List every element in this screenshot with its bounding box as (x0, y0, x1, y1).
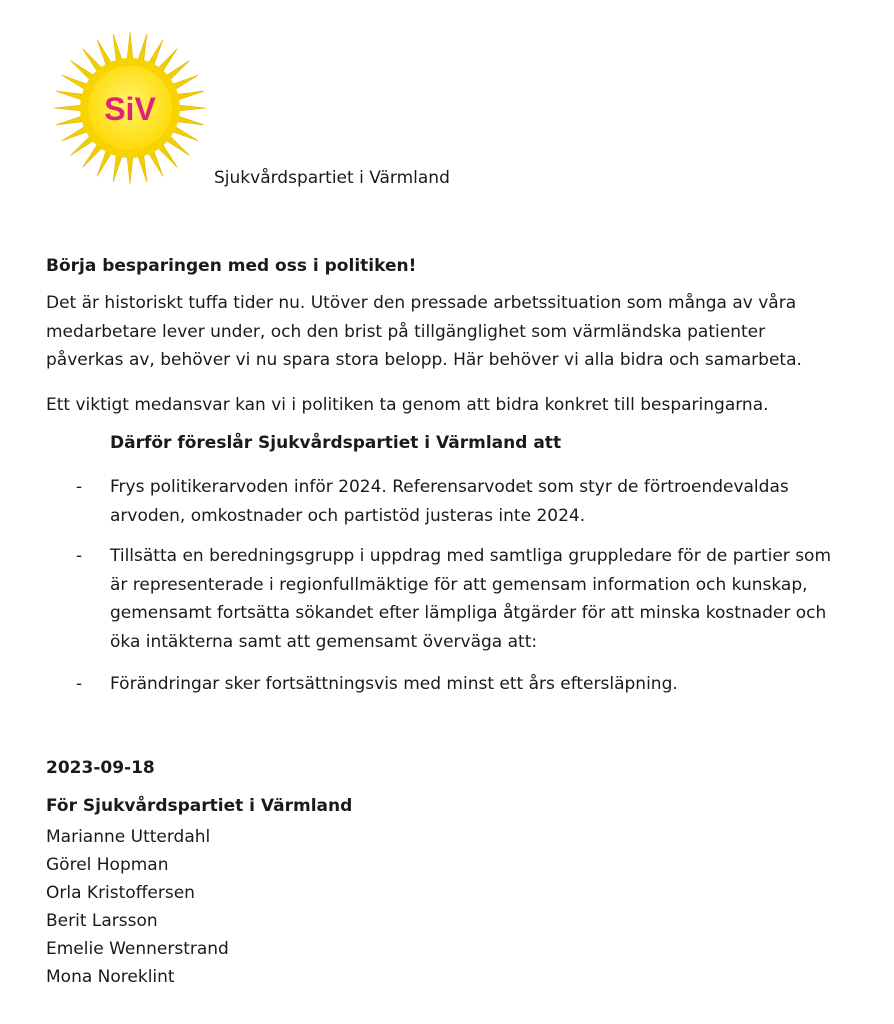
document-heading: Börja besparingen med oss i politiken! (46, 256, 417, 276)
org-name: Sjukvårdspartiet i Värmland (214, 168, 450, 188)
party-logo (50, 28, 210, 188)
signer-name: Orla Kristoffersen (46, 883, 195, 903)
list-dash: - (76, 674, 83, 694)
signer-name: Marianne Utterdahl (46, 827, 211, 847)
signer-list (46, 823, 229, 991)
signer-name: Emelie Wennerstrand (46, 939, 229, 959)
responsibility-paragraph: Ett viktigt medansvar kan vi i politiken ta genom att bidra konkret till besparingarna. (46, 395, 769, 415)
signature-title: För Sjukvårdspartiet i Värmland (46, 796, 353, 816)
proposal-title: Därför föreslår Sjukvårdspartiet i Värmland att (110, 433, 562, 453)
proposal-text: Tillsätta en beredningsgrupp i uppdrag med samtliga gruppledare för de partier som är representerade i regionfullmäktige för att gemensam information och kunskap, gemensamt fortsätta sökandet efter lämpliga åtgärder för att minska kostnader och öka intäkterna samt att gemensamt överväga att: (110, 546, 832, 652)
list-dash: - (76, 477, 83, 497)
list-dash: - (76, 546, 83, 566)
proposal-text: Frys politikerarvoden inför 2024. Referensarvodet som styr de förtroendevaldas arvoden, omkostnader och partistöd justeras inte 2024. (110, 477, 789, 526)
proposal-text: Förändringar sker fortsättningsvis med minst ett års eftersläpning. (110, 674, 678, 694)
document-date: 2023-09-18 (46, 758, 155, 778)
signer-name: Görel Hopman (46, 855, 169, 875)
logo-text: SiV (104, 91, 156, 127)
sunflower-logo-icon (50, 28, 210, 188)
signer-name: Berit Larsson (46, 911, 158, 931)
signer-name: Mona Noreklint (46, 967, 175, 987)
intro-paragraph: Det är historiskt tuffa tider nu. Utöver den pressade arbetssituation som många av våra medarbetare lever under, och den brist på tillgänglighet som värmländska patienter påverkas av, behöver vi nu spara stora belopp. Här behöver vi alla bidra och samarbeta. (46, 293, 802, 370)
